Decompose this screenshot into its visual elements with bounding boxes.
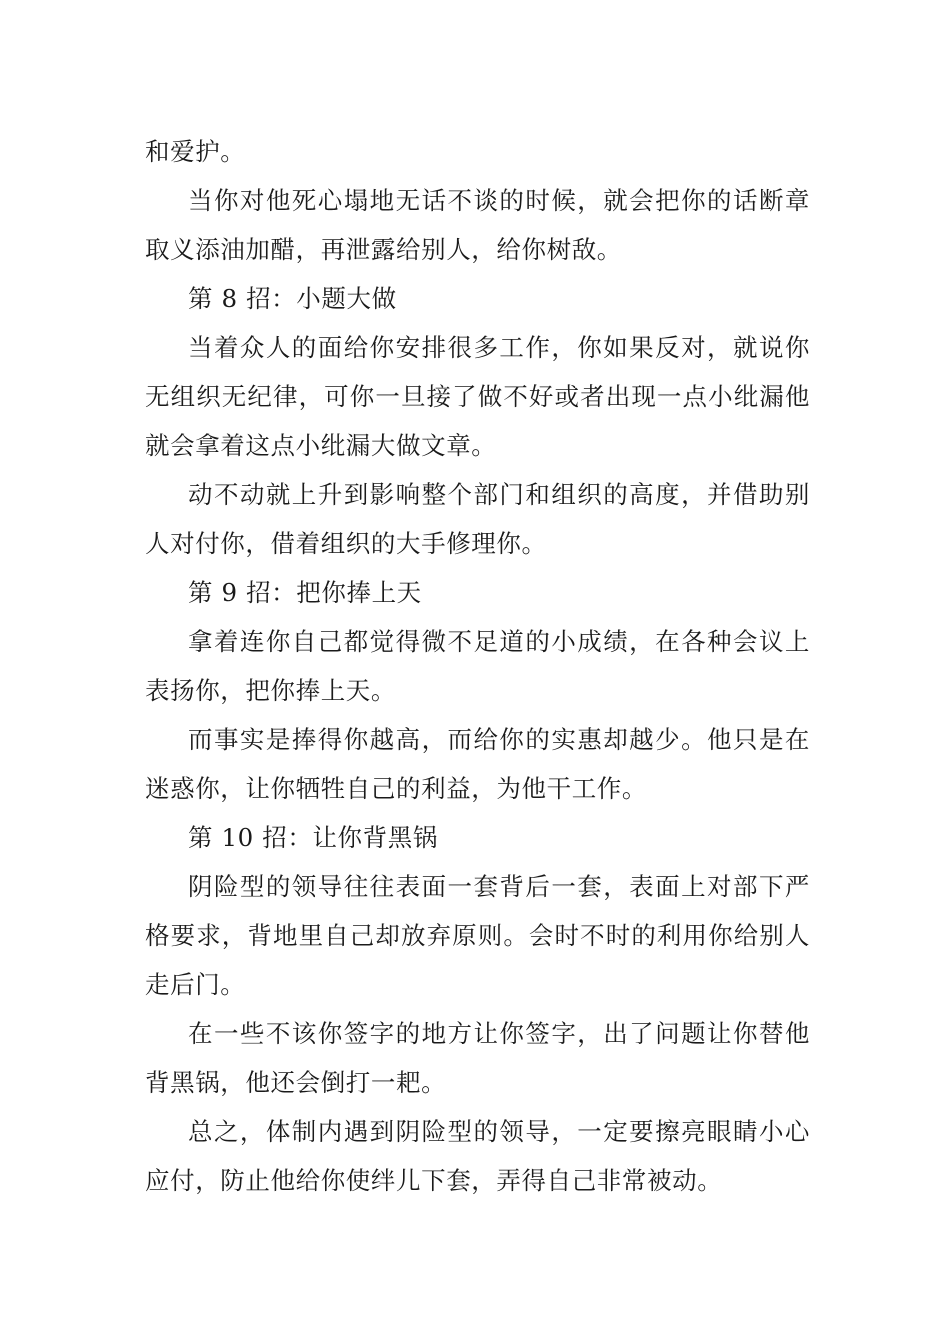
paragraph: 在一些不该你签字的地方让你签字，出了问题让你替他背黑锅，他还会倒打一耙。 <box>145 1019 810 1097</box>
paragraph: 拿着连你自己都觉得微不足道的小成绩，在各种会议上表扬你，把你捧上天。 <box>145 627 810 705</box>
paragraph: 动不动就上升到影响整个部门和组织的高度，并借助别人对付你，借着组织的大手修理你。 <box>145 480 810 558</box>
document-body <box>145 127 810 1205</box>
section-heading: 第 10 招：让你背黑锅 <box>188 823 438 852</box>
paragraph: 和爱护。 <box>145 137 246 166</box>
section-heading: 第 8 招：小题大做 <box>188 284 397 313</box>
section-heading: 第 9 招：把你捧上天 <box>188 578 422 607</box>
paragraph: 阴险型的领导往往表面一套背后一套，表面上对部下严格要求，背地里自己却放弃原则。会时不时的利用你给别人走后门。 <box>145 872 810 999</box>
paragraph: 当着众人的面给你安排很多工作，你如果反对，就说你无组织无纪律，可你一旦接了做不好或者出现一点小纰漏他就会拿着这点小纰漏大做文章。 <box>145 333 810 460</box>
paragraph: 而事实是捧得你越高，而给你的实惠却越少。他只是在迷惑你，让你牺牲自己的利益，为他干工作。 <box>145 725 810 803</box>
paragraph: 总之，体制内遇到阴险型的领导，一定要擦亮眼睛小心应付，防止他给你使绊儿下套，弄得自己非常被动。 <box>145 1117 810 1195</box>
paragraph: 当你对他死心塌地无话不谈的时候，就会把你的话断章取义添油加醋，再泄露给别人，给你树敌。 <box>145 186 810 264</box>
